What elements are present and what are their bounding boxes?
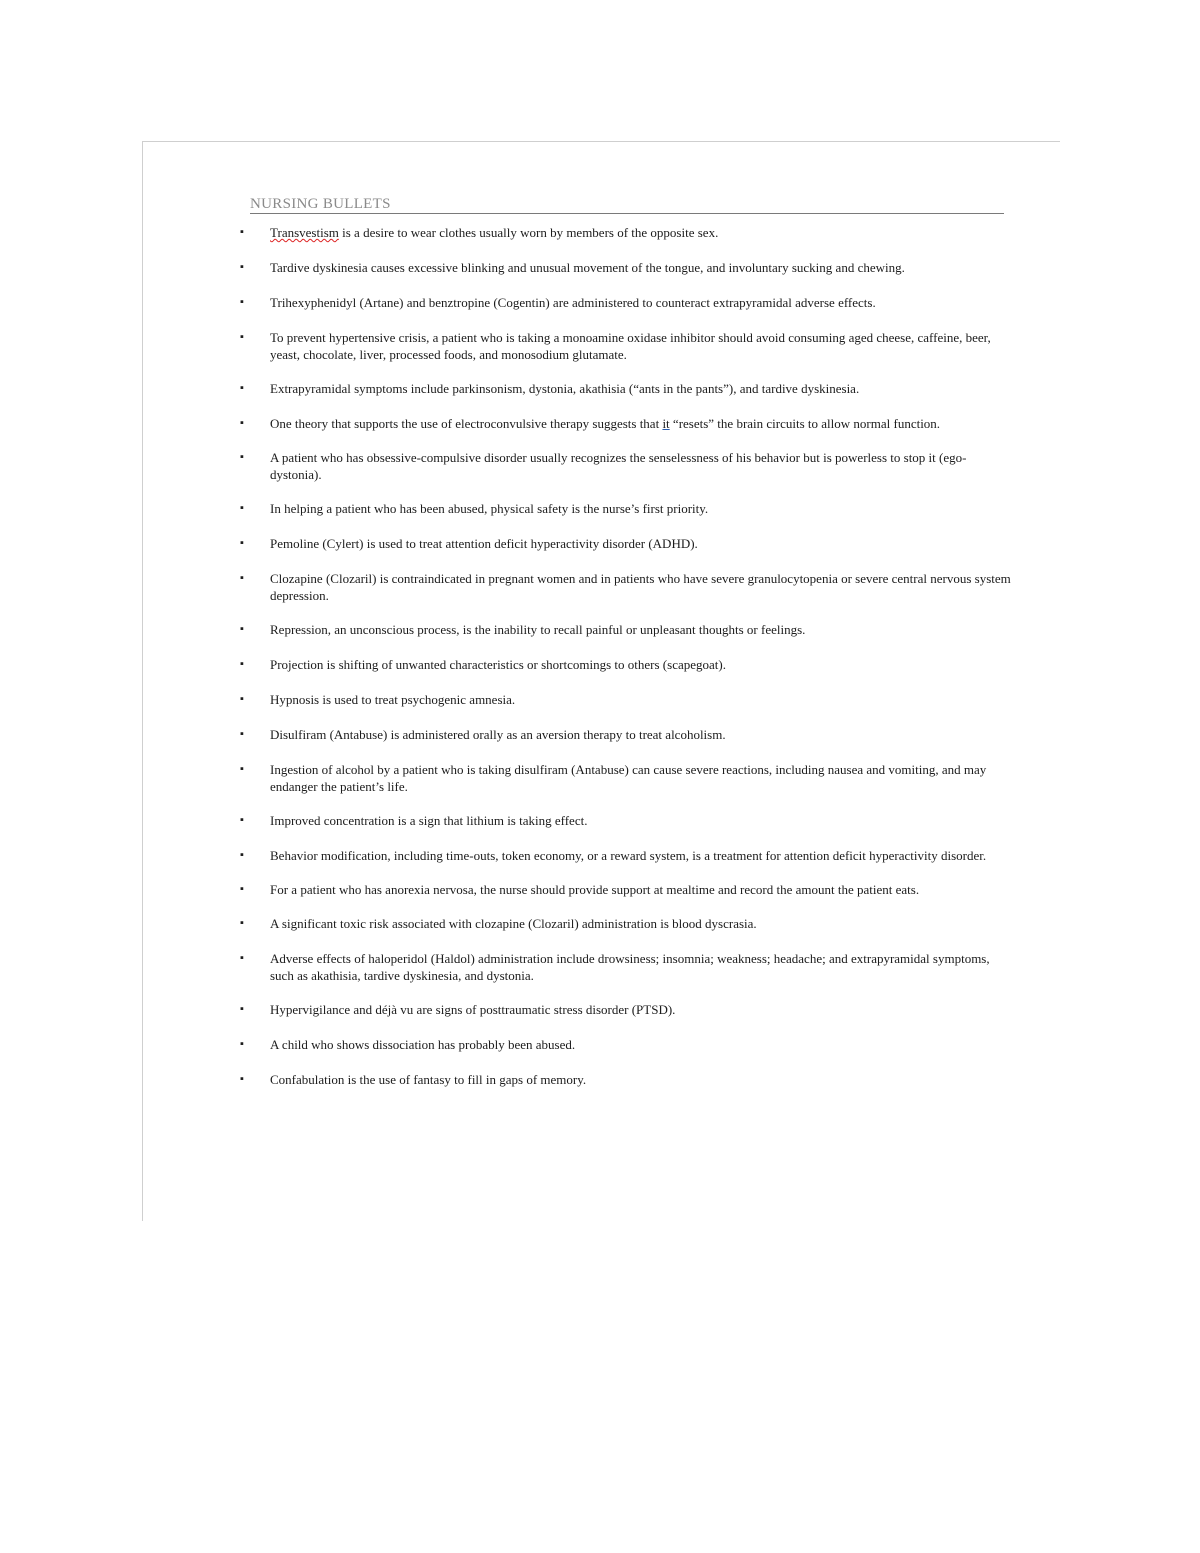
bullet-text: One theory that supports the use of electroconvulsive therapy suggests that it “resets” the brain circuits to allow normal function. <box>270 416 941 431</box>
bullet-text: Repression, an unconscious process, is the inability to recall painful or unpleasant thoughts or feelings. <box>270 622 806 637</box>
bullet-text: For a patient who has anorexia nervosa, the nurse should provide support at mealtime and record the amount the patient eats. <box>270 882 920 897</box>
bullet-item <box>240 294 1012 311</box>
bullet-item <box>240 761 1012 795</box>
bullet-item <box>240 329 1012 363</box>
bullet-item <box>240 535 1012 552</box>
bullet-icon: ▪ <box>240 952 244 964</box>
bullet-text: Behavior modification, including time-outs, token economy, or a reward system, is a treatment for attention deficit hyperactivity disorder. <box>270 848 987 863</box>
bullet-icon: ▪ <box>240 1073 244 1085</box>
bullet-text: Pemoline (Cylert) is used to treat attention deficit hyperactivity disorder (ADHD). <box>270 536 698 551</box>
bullet-text: Disulfiram (Antabuse) is administered orally as an aversion therapy to treat alcoholism. <box>270 727 726 742</box>
bullet-text: Clozapine (Clozaril) is contraindicated in pregnant women and in patients who have severe granulocytopenia or severe central nervous system depression. <box>270 571 1011 603</box>
bullet-text: Ingestion of alcohol by a patient who is taking disulfiram (Antabuse) can cause severe reactions, including nausea and vomiting, and may endanger the patient’s life. <box>270 762 987 794</box>
bullet-item <box>240 726 1012 743</box>
bullet-list <box>240 224 1012 1106</box>
bullet-item <box>240 950 1012 984</box>
bullet-icon: ▪ <box>240 814 244 826</box>
bullet-text: Projection is shifting of unwanted characteristics or shortcomings to others (scapegoat). <box>270 657 726 672</box>
bullet-icon: ▪ <box>240 1003 244 1015</box>
bullet-text: Extrapyramidal symptoms include parkinsonism, dystonia, akathisia (“ants in the pants”), and tardive dyskinesia. <box>270 381 860 396</box>
bullet-icon: ▪ <box>240 849 244 861</box>
bullet-text: A significant toxic risk associated with clozapine (Clozaril) administration is blood dyscrasia. <box>270 916 757 931</box>
bullet-icon: ▪ <box>240 623 244 635</box>
bullet-text: In helping a patient who has been abused, physical safety is the nurse’s first priority. <box>270 501 709 516</box>
bullet-item <box>240 621 1012 638</box>
bullet-text: Transvestism is a desire to wear clothes usually worn by members of the opposite sex. <box>270 225 719 240</box>
bullet-item <box>240 1001 1012 1018</box>
bullet-item <box>240 224 1012 241</box>
bullet-item <box>240 500 1012 517</box>
bullet-icon: ▪ <box>240 658 244 670</box>
bullet-icon: ▪ <box>240 451 244 463</box>
bullet-icon: ▪ <box>240 693 244 705</box>
bullet-icon: ▪ <box>240 537 244 549</box>
bullet-item <box>240 812 1012 829</box>
bullet-item <box>240 449 1012 483</box>
bullet-icon: ▪ <box>240 917 244 929</box>
bullet-icon: ▪ <box>240 382 244 394</box>
bullet-text: To prevent hypertensive crisis, a patient who is taking a monoamine oxidase inhibitor should avoid consuming aged cheese, caffeine, beer, yeast, chocolate, liver, processed foods, and monosodium glutamate. <box>270 330 991 362</box>
bullet-text: Adverse effects of haloperidol (Haldol) administration include drowsiness; insomnia; weakness; headache; and extrapyramidal symptoms, such as akathisia, tardive dyskinesia, and dystonia. <box>270 951 990 983</box>
header-title: NURSING BULLETS <box>250 196 391 212</box>
bullet-icon: ▪ <box>240 417 244 429</box>
bullet-text: Hypnosis is used to treat psychogenic amnesia. <box>270 692 516 707</box>
bullet-icon: ▪ <box>240 728 244 740</box>
bullet-item <box>240 1036 1012 1053</box>
bullet-item <box>240 570 1012 604</box>
flagged-word[interactable]: it <box>662 416 670 431</box>
bullet-item <box>240 1071 1012 1088</box>
bullet-item <box>240 259 1012 276</box>
bullet-icon: ▪ <box>240 1038 244 1050</box>
bullet-item <box>240 691 1012 708</box>
bullet-icon: ▪ <box>240 763 244 775</box>
bullet-icon: ▪ <box>240 261 244 273</box>
bullet-item <box>240 415 1012 432</box>
bullet-text: Tardive dyskinesia causes excessive blinking and unusual movement of the tongue, and involuntary sucking and chewing. <box>270 260 905 275</box>
bullet-icon: ▪ <box>240 883 244 895</box>
bullet-icon: ▪ <box>240 572 244 584</box>
bullet-item <box>240 656 1012 673</box>
bullet-text: A patient who has obsessive-compulsive disorder usually recognizes the senselessness of his behavior but is powerless to stop it (ego-dystonia). <box>270 450 967 482</box>
bullet-icon: ▪ <box>240 296 244 308</box>
bullet-text: A child who shows dissociation has probably been abused. <box>270 1037 576 1052</box>
bullet-icon: ▪ <box>240 502 244 514</box>
bullet-icon: ▪ <box>240 226 244 238</box>
bullet-item <box>240 881 1012 898</box>
bullet-text: Improved concentration is a sign that lithium is taking effect. <box>270 813 588 828</box>
misspelled-word[interactable]: Transvestism <box>270 225 339 240</box>
bullet-item <box>240 847 1012 864</box>
document-header <box>250 196 1004 214</box>
bullet-text: Trihexyphenidyl (Artane) and benztropine (Cogentin) are administered to counteract extrapyramidal adverse effects. <box>270 295 876 310</box>
bullet-icon: ▪ <box>240 331 244 343</box>
bullet-text: Confabulation is the use of fantasy to fill in gaps of memory. <box>270 1072 587 1087</box>
bullet-text: Hypervigilance and déjà vu are signs of posttraumatic stress disorder (PTSD). <box>270 1002 676 1017</box>
bullet-item <box>240 915 1012 932</box>
bullet-item <box>240 380 1012 397</box>
